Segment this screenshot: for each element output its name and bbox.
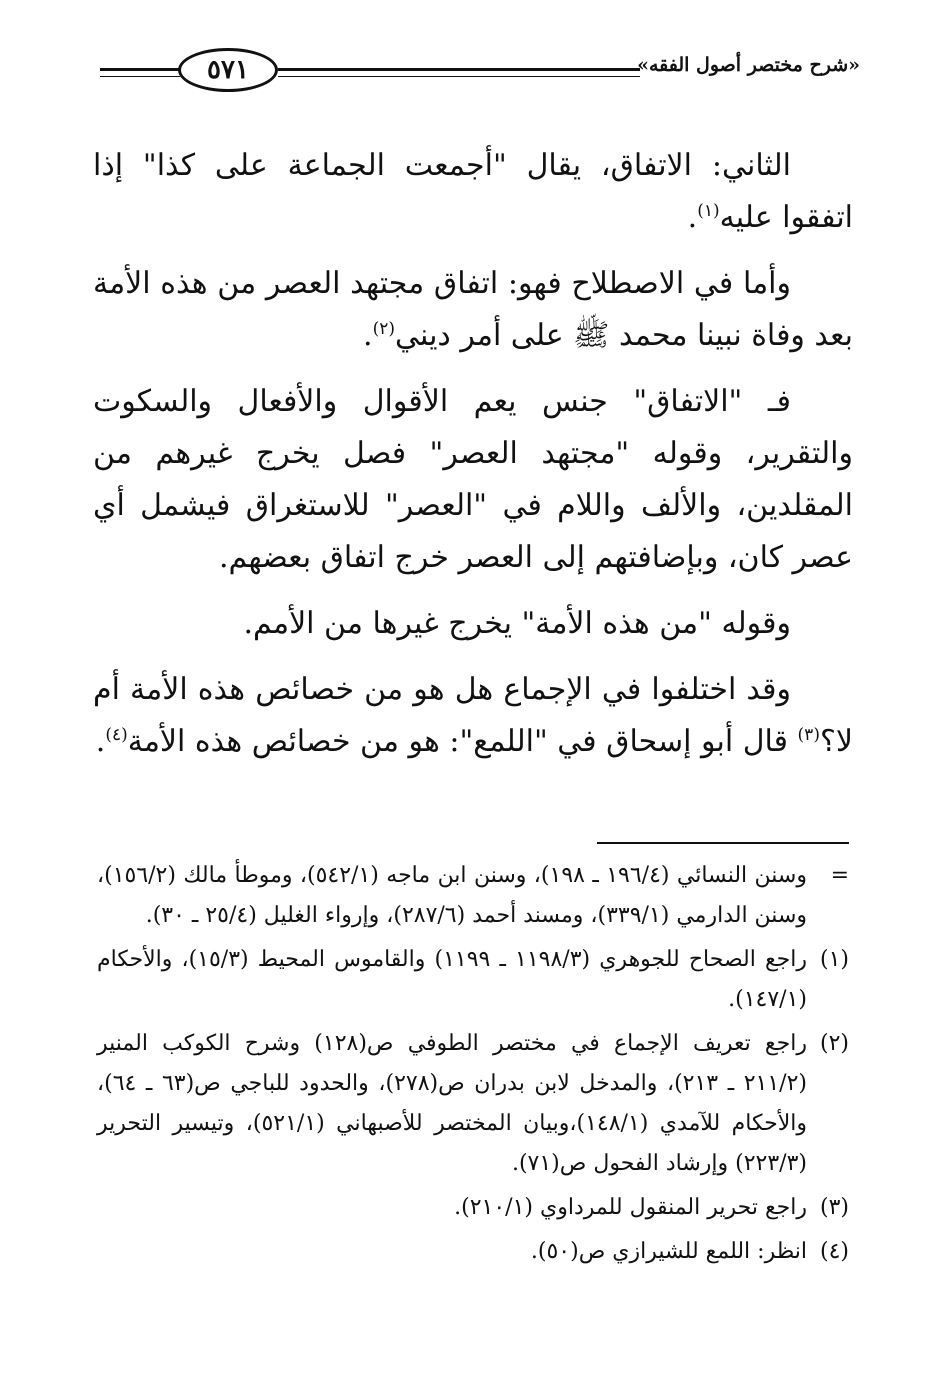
main-text [93, 140, 853, 782]
footnote-item [97, 940, 849, 1020]
page-header [100, 40, 860, 110]
footnote-mark: (١) [819, 947, 849, 972]
header-rule-right-top [278, 68, 640, 71]
header-rule-left-top [100, 68, 180, 71]
footnote-ref: (٤) [105, 725, 128, 745]
footnote-text: راجع تحرير المنقول للمرداوي (٢١٠/١). [454, 1195, 807, 1220]
footnote-mark: (٢) [819, 1031, 849, 1056]
footnote-item [97, 1188, 849, 1228]
page-number-badge [178, 48, 278, 92]
footnote-text: راجع الصحاح للجوهري (١١٩٨/٣ ـ ١١٩٩) والقاموس المحيط (١٥/٣)، والأحكام (١٤٧/١). [97, 947, 807, 1012]
header-rule-left-bottom [100, 76, 180, 77]
footnote-ref: (١) [697, 201, 720, 221]
footnote-mark: (٣) [819, 1195, 849, 1220]
header-rule-right-bottom [278, 76, 640, 77]
paragraph: وأما في الاصطلاح فهو: اتفاق مجتهد العصر من هذه الأمة بعد وفاة نبينا محمد ﷺ على أمر ديني$^{(٢)}$. [93, 266, 853, 353]
footnote-mark: = [830, 863, 849, 888]
footnote-item [97, 1024, 849, 1184]
footnote-continuation [97, 856, 849, 936]
footnote-ref: (٣) [797, 725, 820, 745]
paragraph: فـ "الاتفاق" جنس يعم الأقوال والأفعال والسكوت والتقرير، وقوله "مجتهد العصر" فصل يخرج غيرهم من المقلدين، والألف واللام في "العصر" للاستغراق فيشمل أي عصر كان، وبإضافتهم إلى العصر خرج اتفاق بعضهم. [93, 384, 853, 575]
footnote-mark: (٤) [819, 1239, 849, 1264]
book-title: «شرح مختصر أصول الفقه» [637, 54, 860, 76]
footnotes [97, 856, 849, 1276]
paragraph: الثاني: الاتفاق، يقال "أجمعت الجماعة على كذا" إذا اتفقوا عليه$^{(١)}$. [93, 148, 853, 235]
page-number: ٥٧١ [207, 55, 249, 85]
paragraph: وقد اختلفوا في الإجماع هل هو من خصائص هذه الأمة أم لا؟$^{(٣)}$ قال أبو إسحاق في "اللمع": هو من خصائص هذه الأمة$^{(٤)}$. [93, 672, 853, 759]
footnote-text: انظر: اللمع للشيرازي ص(٥٠). [530, 1239, 807, 1264]
footnote-text: راجع تعريف الإجماع في مختصر الطوفي ص(١٢٨) وشرح الكوكب المنير (٢١١/٢ ـ ٢١٣)، والمدخل لابن بدران ص(٢٧٨)، والحدود للباجي ص(٦٣ ـ ٦٤)، والأحكام للآمدي (١٤٨/١)،وبيان المختصر للأصبهاني (٥٢١/١)، وتيسير التحرير (٢٢٣/٣) وإرشاد الفحول ص(٧١). [97, 1031, 808, 1176]
footnote-item [97, 1232, 849, 1272]
footnote-ref: (٢) [372, 319, 396, 339]
footnote-text: وسنن النسائي (١٩٦/٤ ـ ١٩٨)، وسنن ابن ماجه (٥٤٢/١)، وموطأ مالك (١٥٦/٢)، وسنن الدارمي (٣٣٩/١)، ومسند أحمد (٢٨٧/٦)، وإرواء الغليل (٢٥/٤ ـ ٣٠). [97, 863, 807, 928]
paragraph: وقوله "من هذه الأمة" يخرج غيرها من الأمم. [243, 606, 791, 641]
footnote-separator [597, 842, 849, 844]
